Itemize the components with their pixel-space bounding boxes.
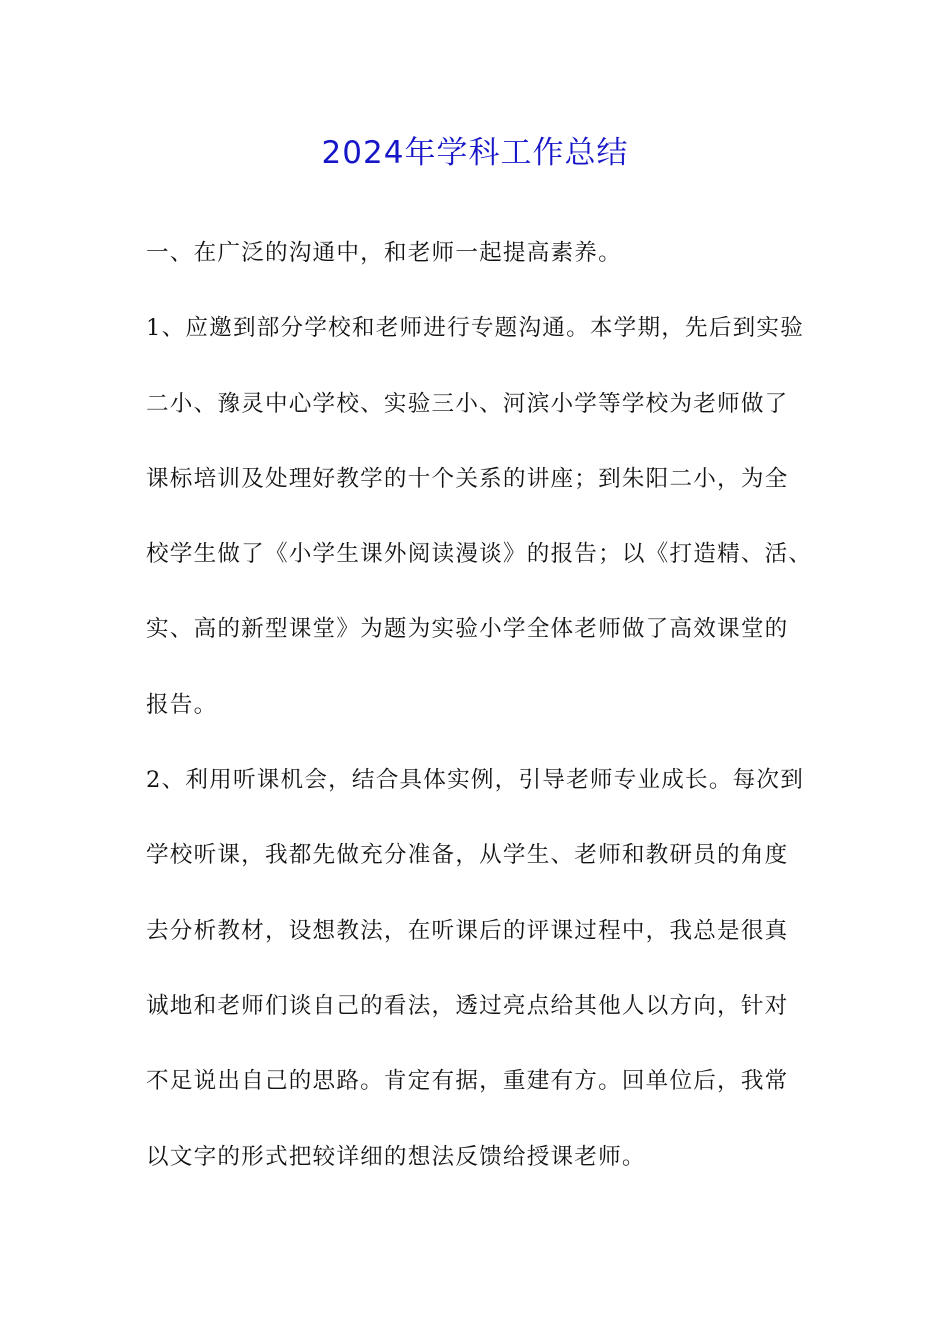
text-line: 学校听课，我都先做充分准备，从学生、老师和教研员的角度 bbox=[146, 842, 789, 869]
text-line: 校学生做了《小学生课外阅读漫谈》的报告；以《打造精、活、 bbox=[146, 541, 813, 568]
text-line: 实、高的新型课堂》为题为实验小学全体老师做了高效课堂的 bbox=[146, 616, 789, 643]
text-line: 报告。 bbox=[146, 691, 218, 718]
text-line: 2、利用听课机会，结合具体实例，引导老师专业成长。每次到 bbox=[146, 767, 805, 794]
text-line: 课标培训及处理好教学的十个关系的讲座；到朱阳二小，为全 bbox=[146, 465, 789, 492]
document-body bbox=[146, 216, 836, 1195]
text-line-section-heading: 一、在广泛的沟通中，和老师一起提高素养。 bbox=[146, 240, 622, 266]
text-line: 二小、豫灵中心学校、实验三小、河滨小学等学校为老师做了 bbox=[146, 390, 789, 417]
text-line: 以文字的形式把较详细的想法反馈给授课老师。 bbox=[146, 1143, 646, 1170]
text-line: 不足说出自己的思路。肯定有据，重建有方。回单位后，我常 bbox=[146, 1068, 789, 1095]
text-line: 诚地和老师们谈自己的看法，透过亮点给其他人以方向，针对 bbox=[146, 992, 789, 1019]
document-title: 2024年学科工作总结 bbox=[321, 135, 629, 171]
text-line: 去分析教材，设想教法，在听课后的评课过程中，我总是很真 bbox=[146, 917, 789, 944]
text-line: 1、应邀到部分学校和老师进行专题沟通。本学期，先后到实验 bbox=[146, 315, 805, 342]
